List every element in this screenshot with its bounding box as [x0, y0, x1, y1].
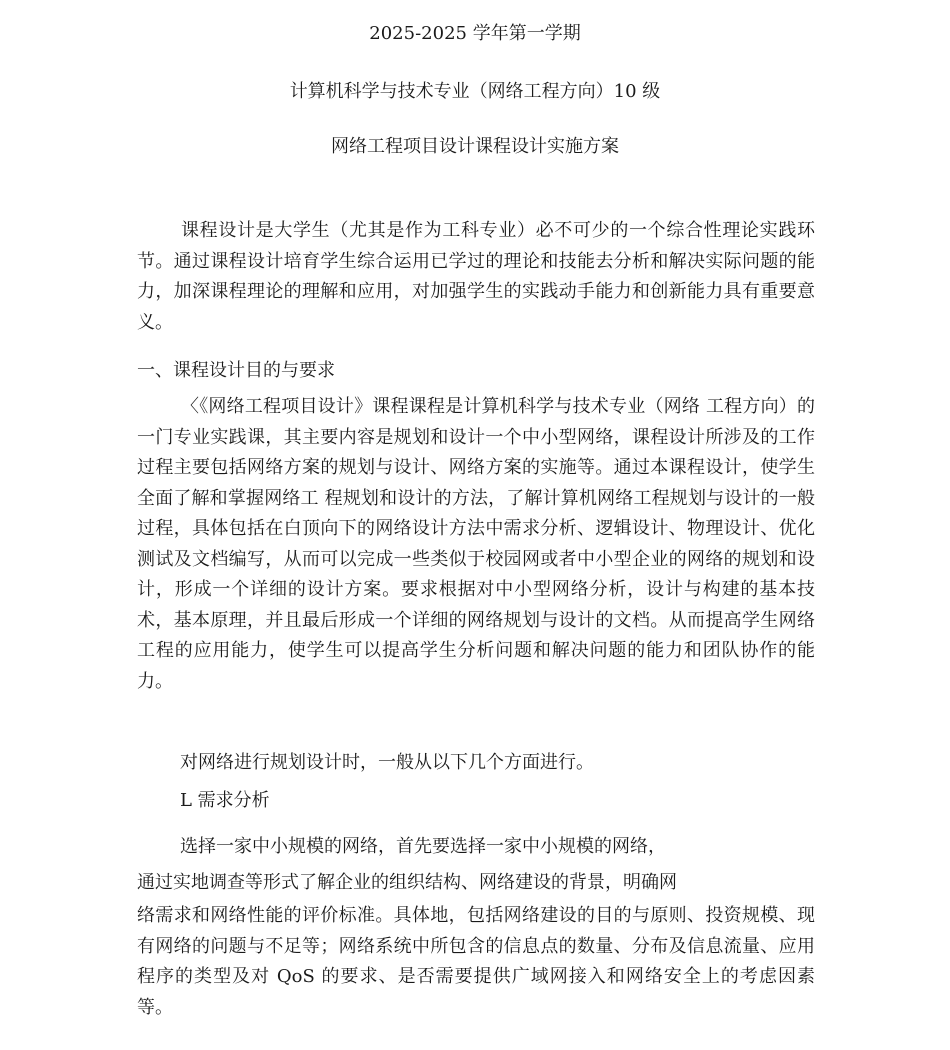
section-heading-purpose: 一、课程设计目的与要求 — [137, 360, 335, 381]
requirement-line-2: 通过实地调查等形式了解企业的组织结构、网络建设的背景，明确网 — [137, 872, 677, 893]
requirement-paragraph: 络需求和网络性能的评价标准。具体地，包括网络建设的目的与原则、投资规模、现有网络的问题与不足等；网络系统中所包含的信息点的数量、分布及信息流量、应用程序的类型及对 QoS 的要求、是否需要提供广域网接入和网络安全上的考虑因素等。 — [137, 905, 815, 1018]
requirement-analysis-heading: L 需求分析 — [180, 790, 270, 811]
intro-paragraph: 课程设计是大学生（尤其是作为工科专业）必不可少的一个综合性理论实践环节。通过课程设计培育学生综合运用已学过的理论和技能去分析和解决实际问题的能力，加深课程理论的理解和应用，对加强学生的实践动手能力和创新能力具有重要意义。 — [137, 220, 815, 333]
requirement-line-1: 选择一家中小规模的网络，首先要选择一家中小规模的网络， — [180, 836, 666, 857]
aspects-line: 对网络进行规划设计时，一般从以下几个方面进行。 — [180, 752, 594, 773]
purpose-paragraph: 〈《网络工程项目设计》课程课程是计算机科学与技术专业（网络 工程方向）的一门专业实践课，其主要内容是规划和设计一个中小型网络，课程设计所涉及的工作过程主要包括网络方案的规划与设计、网络方案的实施等。通过本课程设计，使学生全面了解和掌握网络工 程规划和设计的方法，了解计算机网络工程规划与设计的一般过程，具体包括在白顶向下的网络设计方法中需求分析、逻辑设计、物理设计、优化测试及文档编写，从而可以完成一些类似于校园网或者中小型企业的网络的规划和设计，形成一个详细的设计方案。要求根据对中小型网络分析，设计与构建的基本技术，基本原理，并且最后形成一个详细的网络规划与设计的文档。从而提高学生网络工程的应用能力，使学生可以提高学生分析问题和解决问题的能力和团队协作的能力。 — [137, 396, 815, 692]
major-heading: 计算机科学与技术专业（网络工程方向）10 级 — [289, 81, 661, 102]
semester-heading: 2025-2025 学年第一学期 — [369, 23, 581, 44]
plan-title: 网络工程项目设计课程设计实施方案 — [331, 136, 619, 157]
